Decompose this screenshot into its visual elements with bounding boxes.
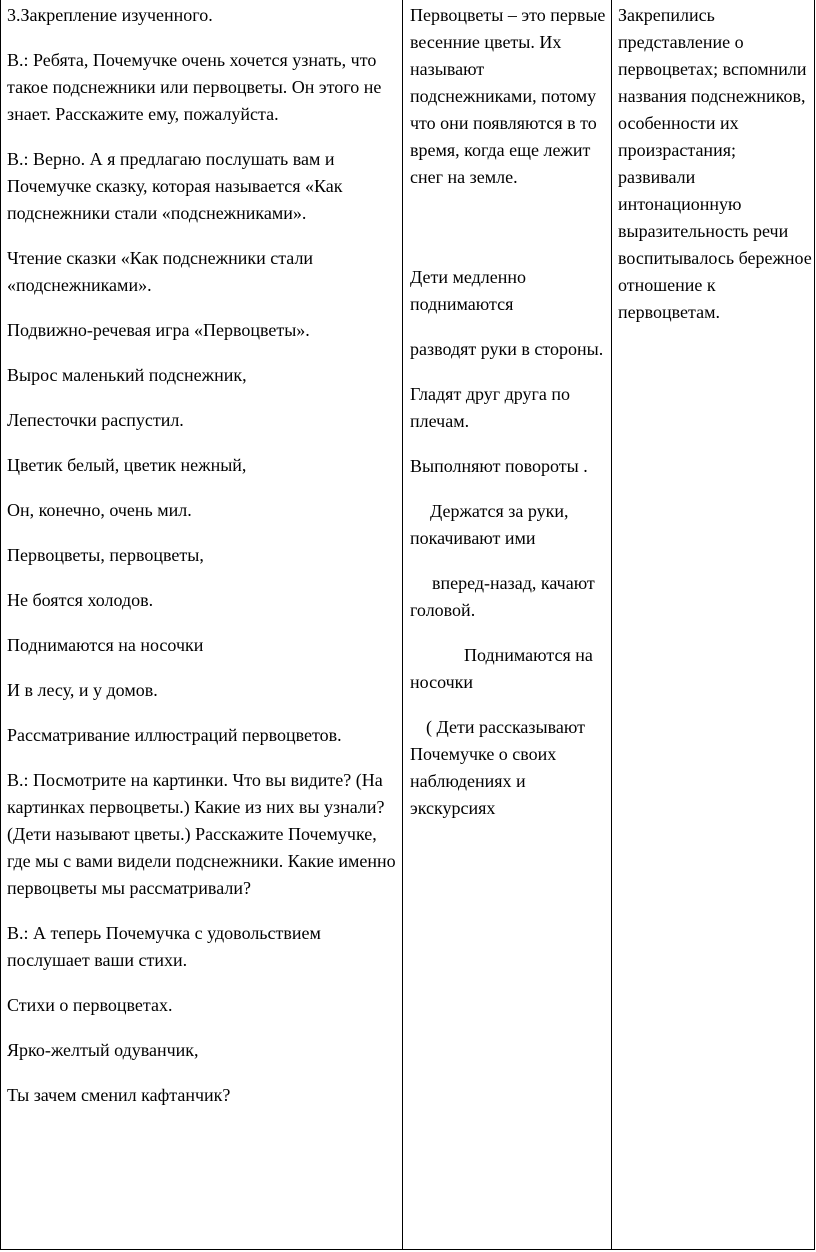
paragraph: вперед-назад, качают головой. xyxy=(410,573,595,620)
table-cell-content xyxy=(410,0,606,822)
paragraph: Первоцветы – это первые весенние цветы. Их называют подснежниками, потому что они появляются в то время, когда еще лежит снег на земле. xyxy=(410,5,606,187)
table-cell-content xyxy=(7,0,399,1109)
poem-line: Лепесточки распустил. xyxy=(7,410,184,430)
paragraph: Чтение сказки «Как подснежники стали «подснежниками». xyxy=(7,248,314,295)
table-border-right xyxy=(814,0,815,1250)
poem-line: И в лесу, и у домов. xyxy=(7,680,158,700)
table-border-bottom xyxy=(0,1249,815,1250)
section-heading: 3.Закрепление изученного. xyxy=(7,5,213,25)
paragraph: Дети медленно поднимаются xyxy=(410,267,527,314)
table-divider-2 xyxy=(611,0,612,1250)
paragraph: Держатся за руки, покачивают ими xyxy=(410,501,569,548)
poem-line: Не боятся холодов. xyxy=(7,590,154,610)
paragraph: В.: Верно. А я предлагаю послушать вам и Почемучке сказку, которая называется «Как подснежники стали «подснежниками». xyxy=(7,149,343,223)
paragraph: Стихи о первоцветах. xyxy=(7,995,173,1015)
paragraph: ( Дети рассказывают Почемучке о своих наблюдениях и экскурсиях xyxy=(410,717,585,818)
paragraph: В.: Посмотрите на картинки. Что вы видите? (На картинках первоцветы.) Какие из них вы узнали? (Дети называют цветы.) Расскажите Почемучке, где мы с вами видели подснежники. Какие именно первоцветы мы рассматривали? xyxy=(7,770,396,898)
paragraph: В.: Ребята, Почемучке очень хочется узнать, что такое подснежники или первоцветы. Он этого не знает. Расскажите ему, пожалуйста. xyxy=(7,50,382,124)
paragraph: Гладят друг друга по плечам. xyxy=(410,384,571,431)
table-border-left xyxy=(0,0,1,1250)
table-cell-content xyxy=(618,0,812,326)
poem-line: Он, конечно, очень мил. xyxy=(7,500,192,520)
poem-line: Вырос маленький подснежник, xyxy=(7,365,247,385)
paragraph: Рассматривание иллюстраций первоцветов. xyxy=(7,725,342,745)
paragraph: Поднимаются на носочки xyxy=(410,645,593,692)
paragraph: разводят руки в стороны. xyxy=(410,339,604,359)
paragraph: В.: А теперь Почемучка с удовольствием послушает ваши стихи. xyxy=(7,923,321,970)
poem-line: Ты зачем сменил кафтанчик? xyxy=(7,1085,231,1105)
poem-line: Первоцветы, первоцветы, xyxy=(7,545,204,565)
paragraph: Выполняют повороты . xyxy=(410,456,588,476)
paragraph: Подвижно-речевая игра «Первоцветы». xyxy=(7,320,310,340)
paragraph: Закрепились представление о первоцветах; вспомнили названия подснежников, особенности их произрастания; развивали интонационную выразительность речи воспитывалось бережное отношение к первоцветам. xyxy=(618,5,812,322)
poem-line: Поднимаются на носочки xyxy=(7,635,204,655)
poem-line: Цветик белый, цветик нежный, xyxy=(7,455,247,475)
poem-line: Ярко-желтый одуванчик, xyxy=(7,1040,199,1060)
table-divider-1 xyxy=(402,0,403,1250)
